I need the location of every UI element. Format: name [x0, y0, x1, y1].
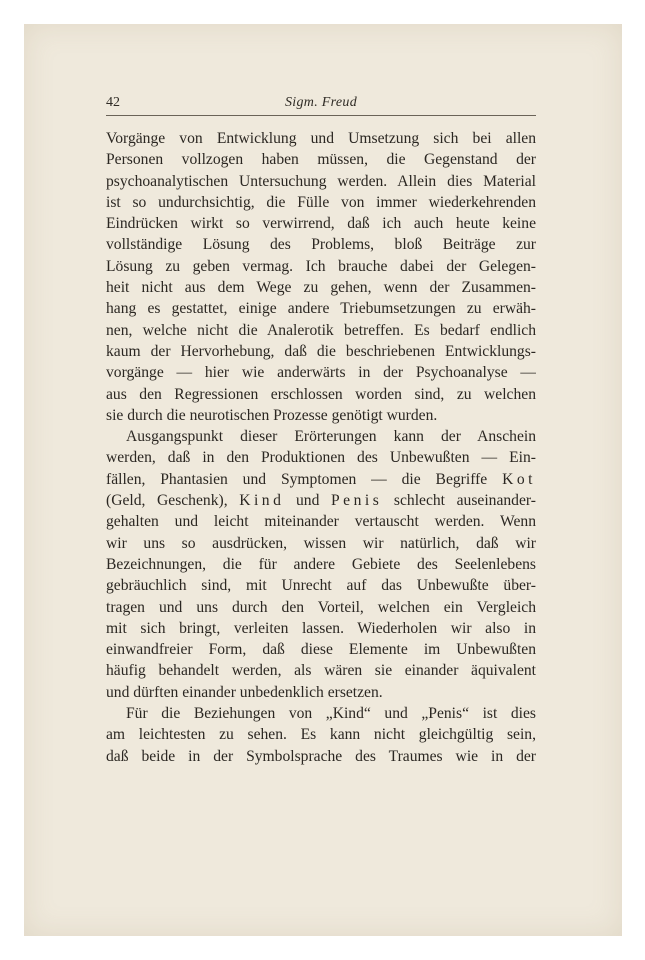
text-line: werden, daß in den Produktionen des Unbewußten — Ein- [106, 449, 536, 467]
paragraph-start-line: Für die Beziehungen von „Kind“ und „Penis“ ist dies [126, 705, 536, 723]
text-line: mit sich bringt, verleiten lassen. Wiederholen wir also in [106, 619, 536, 637]
text-line: am leichtesten zu sehen. Es kann nicht gleichgültig sein, [106, 726, 536, 744]
paragraph-end-line: und dürften einander unbedenklich ersetzen. [106, 683, 383, 701]
page-header [106, 95, 536, 116]
text-line [106, 469, 536, 490]
text-line: hang es gestattet, einige andere Triebumsetzungen zu erwäh- [106, 300, 536, 318]
line-text-segment: und [296, 492, 320, 510]
text-line: heit nicht aus dem Wege zu gehen, wenn der Zusammen- [106, 279, 536, 297]
body-text [106, 128, 536, 767]
text-line: vollständige Lösung des Problems, bloß Beiträge zur [106, 236, 536, 254]
line-text-segment: schlecht auseinander- [393, 492, 536, 510]
text-line: Personen vollzogen haben müssen, die Gegenstand der [106, 151, 536, 169]
text-line: daß beide in der Symbolsprache des Traumes wie in der [106, 747, 536, 765]
text-line: nen, welche nicht die Analerotik betreffen. Es bedarf endlich [106, 321, 536, 339]
line-text-segment: (Geld, Geschenk), [106, 492, 228, 510]
spaced-word-kot: Kot [502, 470, 536, 488]
text-line: psychoanalytischen Untersuchung werden. Allein dies Material [106, 172, 536, 190]
text-line: gebräuchlich sind, mit Unrecht auf das Unbewußte über- [106, 577, 536, 595]
text-line [106, 490, 536, 511]
line-text-segment: fällen, Phantasien und Symptomen — die Begriffe [106, 470, 488, 488]
paragraph-end-line: sie durch die neurotischen Prozesse genötigt wurden. [106, 406, 438, 424]
text-line: gehalten und leicht miteinander vertauscht werden. Wenn [106, 513, 536, 531]
spaced-word-penis: Penis [331, 492, 383, 510]
spaced-word-kind: Kind [239, 492, 285, 510]
text-line: ist so undurchsichtig, die Fülle von immer wiederkehrenden [106, 193, 536, 211]
text-line: Eindrücken wirkt so verwirrend, daß ich auch heute keine [106, 215, 536, 233]
text-line: kaum der Hervorhebung, daß die beschriebenen Entwicklungs- [106, 342, 536, 360]
text-line: Bezeichnungen, die für andere Gebiete des Seelenlebens [106, 555, 536, 573]
text-line: aus den Regressionen erschlossen worden sind, zu welchen [106, 385, 536, 403]
paragraph-start-line: Ausgangspunkt dieser Erörterungen kann der Anschein [126, 428, 536, 446]
text-line: Vorgänge von Entwicklung und Umsetzung sich bei allen [106, 130, 536, 147]
text-line: einwandfreier Form, daß diese Elemente im Unbewußten [106, 641, 536, 659]
running-head: Sigm. Freud [285, 95, 357, 110]
text-line: vorgänge — hier wie anderwärts in der Psychoanalyse — [106, 364, 536, 382]
text-line: Lösung zu geben vermag. Ich brauche dabei der Gelegen- [106, 257, 536, 275]
text-line: tragen und uns durch den Vorteil, welchen ein Vergleich [106, 598, 536, 616]
page-number: 42 [106, 95, 120, 110]
text-line: wir uns so ausdrücken, wissen wir natürlich, daß wir [106, 534, 536, 552]
text-line: häufig behandelt werden, als wären sie einander äquivalent [106, 662, 536, 680]
